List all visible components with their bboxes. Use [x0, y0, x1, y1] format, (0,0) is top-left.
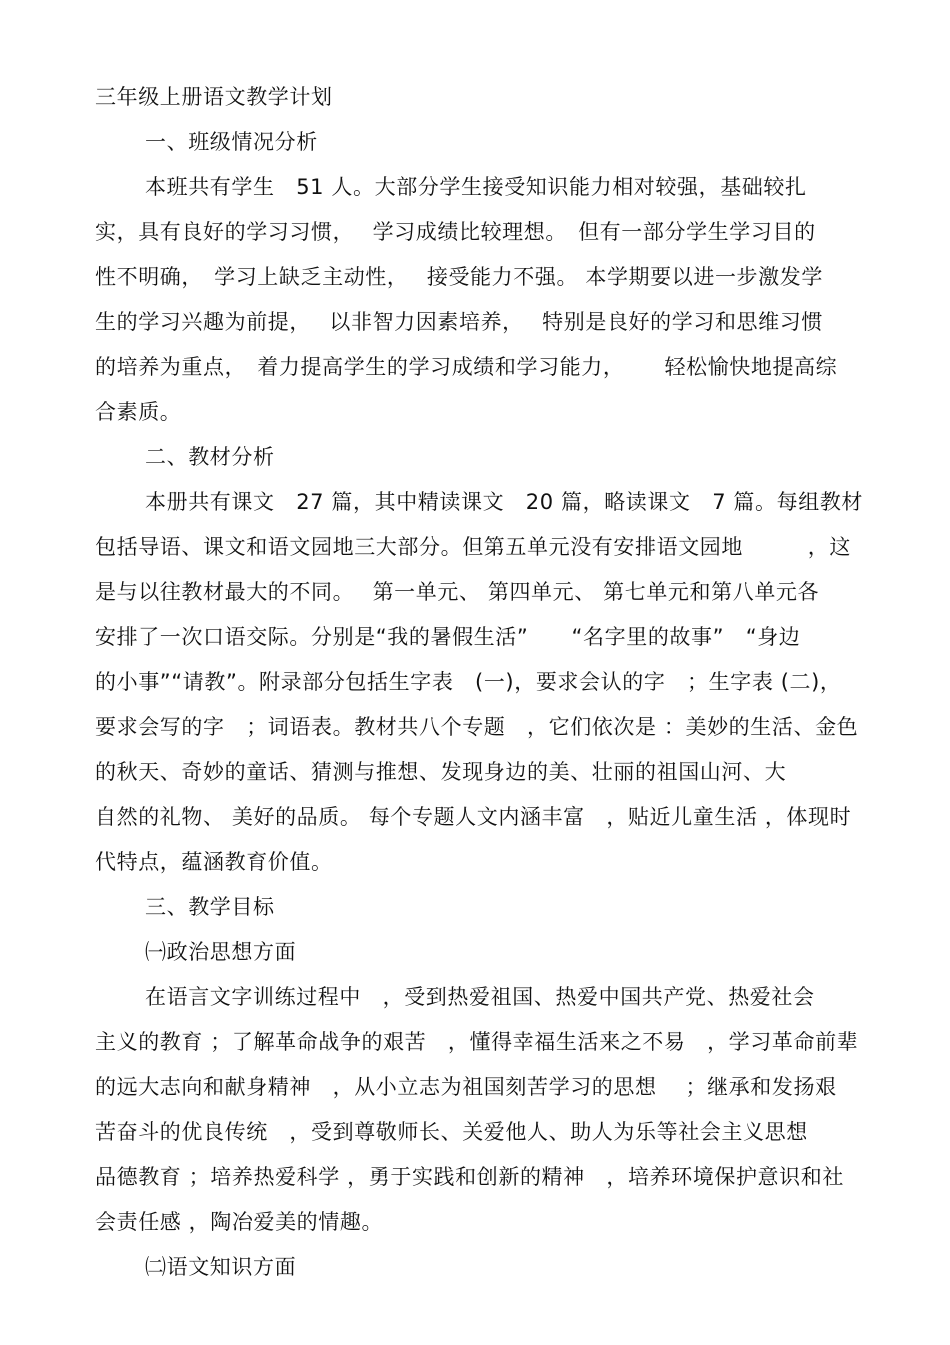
paragraph-line: 包括导语、课文和语文园地三大部分。但第五单元没有安排语文园地 ，这	[95, 535, 851, 559]
paragraph-line: 要求会写的字 ；词语表。教材共八个专题 ，它们依次是 ：美妙的生活、金色	[95, 715, 859, 739]
paragraph-line: 安排了一次口语交际。分别是“我的暑假生活” “名字里的故事” “身边	[95, 625, 801, 649]
paragraph-line: 主义的教育 ；了解革命战争的艰苦 ，懂得幸福生活来之不易 ，学习革命前辈	[95, 1030, 859, 1054]
paragraph-line: 品德教育 ；培养热爱科学 ，勇于实践和创新的精神 ，培养环境保护意识和社	[95, 1165, 844, 1189]
section-heading-class-analysis: 一、班级情况分析	[145, 130, 318, 154]
paragraph-line: 性不明确， 学习上缺乏主动性， 接受能力不强。 本学期要以进一步激发学	[95, 265, 823, 289]
paragraph-line: 生的学习兴趣为前提， 以非智力因素培养， 特别是良好的学习和思维习惯	[95, 310, 823, 334]
paragraph-line: 在语言文字训练过程中 ，受到热爱祖国、热爱中国共产党、热爱社会	[145, 985, 815, 1009]
paragraph-line: 本班共有学生 51 人。大部分学生接受知识能力相对较强，基础较扎	[145, 175, 807, 199]
paragraph-line: 苦奋斗的优良传统 ，受到尊敬师长、关爱他人、助人为乐等社会主义思想	[95, 1120, 808, 1144]
paragraph-line: 自然的礼物、 美好的品质。 每个专题人文内涵丰富 ，贴近儿童生活 ，体现时	[95, 805, 852, 829]
paragraph-line: 的远大志向和献身精神 ，从小立志为祖国刻苦学习的思想 ；继承和发扬艰	[95, 1075, 837, 1099]
subsection-heading-political-thought: ㈠政治思想方面	[145, 940, 297, 964]
paragraph-line: 的培养为重点， 着力提高学生的学习成绩和学习能力， 轻松愉快地提高综	[95, 355, 838, 379]
paragraph-line: 会责任感 ，陶冶爱美的情趣。	[95, 1210, 384, 1234]
paragraph-line: 实，具有良好的学习习惯， 学习成绩比较理想。 但有一部分学生学习目的	[95, 220, 816, 244]
paragraph-line: 的秋天、奇妙的童话、猜测与推想、发现身边的美、壮丽的祖国山河、大	[95, 760, 787, 784]
paragraph-line: 代特点，蕴涵教育价值。	[95, 850, 333, 874]
paragraph-line: 的小事”“请教”。附录部分包括生字表 (一)，要求会认的字 ；生字表 (二)，	[95, 670, 842, 694]
paragraph-line: 是与以往教材最大的不同。 第一单元、 第四单元、 第七单元和第八单元各	[95, 580, 820, 604]
section-heading-textbook-analysis: 二、教材分析	[145, 445, 275, 469]
subsection-heading-language-knowledge: ㈡语文知识方面	[145, 1255, 297, 1279]
paragraph-line: 本册共有课文 27 篇，其中精读课文 20 篇，略读课文 7 篇。每组教材	[145, 490, 864, 514]
paragraph-line: 合素质。	[95, 400, 182, 424]
document-title: 三年级上册语文教学计划	[95, 85, 333, 109]
section-heading-teaching-goals: 三、教学目标	[145, 895, 275, 919]
